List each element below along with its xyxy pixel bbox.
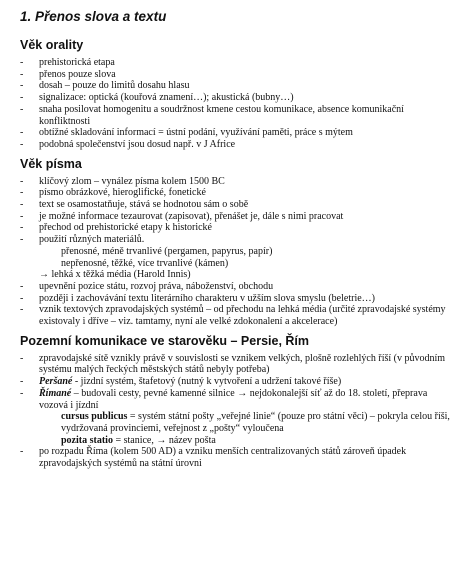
list-item: - klíčový zlom – vynález písma kolem 1500 BC bbox=[20, 176, 452, 188]
term-description: = systém státní pošty „veřejné linie“ (pouze pro státní věci) – pokryla celou říši, vydržovaná provinciemi, veřejnost z „pošty“ vyloučena bbox=[61, 411, 450, 434]
sub-item-statio bbox=[39, 435, 452, 447]
list-item: - text se osamostatňuje, stává se hodnotou sám o sobě bbox=[20, 199, 452, 211]
term-description: – budovali cesty, pevné kamenné silnice → nejdokonalejší síť až do 18. století, přeprava vozová i jízdní bbox=[39, 387, 428, 411]
sub-item: přenosné, méně trvanlivé (pergamen, papyrus, papír) bbox=[61, 245, 273, 257]
list-item: - po rozpadu Říma (kolem 500 AD) a vzniku menších centralizovaných států zároveň úpadek zpravodajských systémů na státní úrovni bbox=[20, 446, 452, 469]
term-rimane: Římané bbox=[39, 387, 72, 399]
list-item-text: použití různých materiálů. bbox=[39, 234, 145, 246]
bullet-list bbox=[20, 353, 452, 470]
section-pozemni-komunikace bbox=[20, 334, 452, 470]
bullet-list bbox=[20, 176, 452, 328]
list-item: - podobná společenství jsou dosud např. v J Africe bbox=[20, 139, 452, 151]
term-description: - jizdní systém, štafetový (nutný k vytvoření a udržení takové říše) bbox=[72, 376, 342, 388]
document-title: 1. Přenos slova a textu bbox=[20, 9, 167, 24]
arrow-line: → lehká x těžká média (Harold Innis) bbox=[39, 269, 191, 281]
list-item: - dosah – pouze do limitů dosahu hlasu bbox=[20, 80, 452, 92]
sub-item-cursus bbox=[39, 411, 452, 434]
section-vek-pisma bbox=[20, 157, 452, 328]
list-item: - vznik textových zpravodajských systémů – od přechodu na lehká média (určité zpravodajské systémy existovaly i dříve – viz. tamtamy, nyní ale velké zdokonalení a akcelerace) bbox=[20, 304, 452, 327]
list-item: - signalizace: optická (kouřová znamení…); akustická (bubny…) bbox=[20, 92, 452, 104]
list-item: - písmo obrázkové, hieroglifické, fonetické bbox=[20, 187, 452, 199]
list-item: - později i zachovávání textu literárního charakteru v užším slova smyslu (beletrie…) bbox=[20, 293, 452, 305]
section-heading: Věk písma bbox=[20, 156, 82, 171]
sub-item: nepřenosné, těžké, více trvanlivé (kámen) bbox=[61, 257, 229, 269]
bullet-list bbox=[20, 57, 452, 151]
section-heading: Pozemní komunikace ve starověku – Persie, Řím bbox=[20, 333, 310, 348]
list-item: - obtížné skladování informací = ústní podání, využívání paměti, práce s mýtem bbox=[20, 127, 452, 139]
section-heading: Věk orality bbox=[20, 38, 84, 52]
term-pozita-statio: pozita statio bbox=[61, 434, 113, 446]
list-item: - prehistorická etapa bbox=[20, 57, 452, 69]
list-item: - zpravodajské sítě vznikly právě v souvislosti se vznikem velkých, plošně rozlehlých říší (v původním systému malých řeckých městských států nebyly potřeba) bbox=[20, 353, 452, 376]
section-vek-orality bbox=[20, 38, 452, 151]
list-item: - přenos pouze slova bbox=[20, 69, 452, 81]
list-item: - přechod od prehistorické etapy k historické bbox=[20, 222, 452, 234]
term-persane: Peršané bbox=[39, 376, 73, 388]
list-item-rimane bbox=[20, 388, 452, 447]
list-item: - upevnění pozice státu, rozvoj práva, náboženství, obchodu bbox=[20, 281, 452, 293]
list-item-materials bbox=[20, 234, 452, 281]
list-item: - snaha posilovat homogenitu a soudržnost kmene cestou komunikace, absence komunikační konfliktnosti bbox=[20, 104, 452, 127]
list-item: - je možné informace tezaurovat (zapisovat), přenášet je, dále s nimi pracovat bbox=[20, 211, 452, 223]
term-description: = stanice, → název pošta bbox=[112, 434, 216, 446]
term-cursus-publicus: cursus publicus bbox=[61, 411, 128, 423]
list-item-persane bbox=[20, 376, 452, 388]
